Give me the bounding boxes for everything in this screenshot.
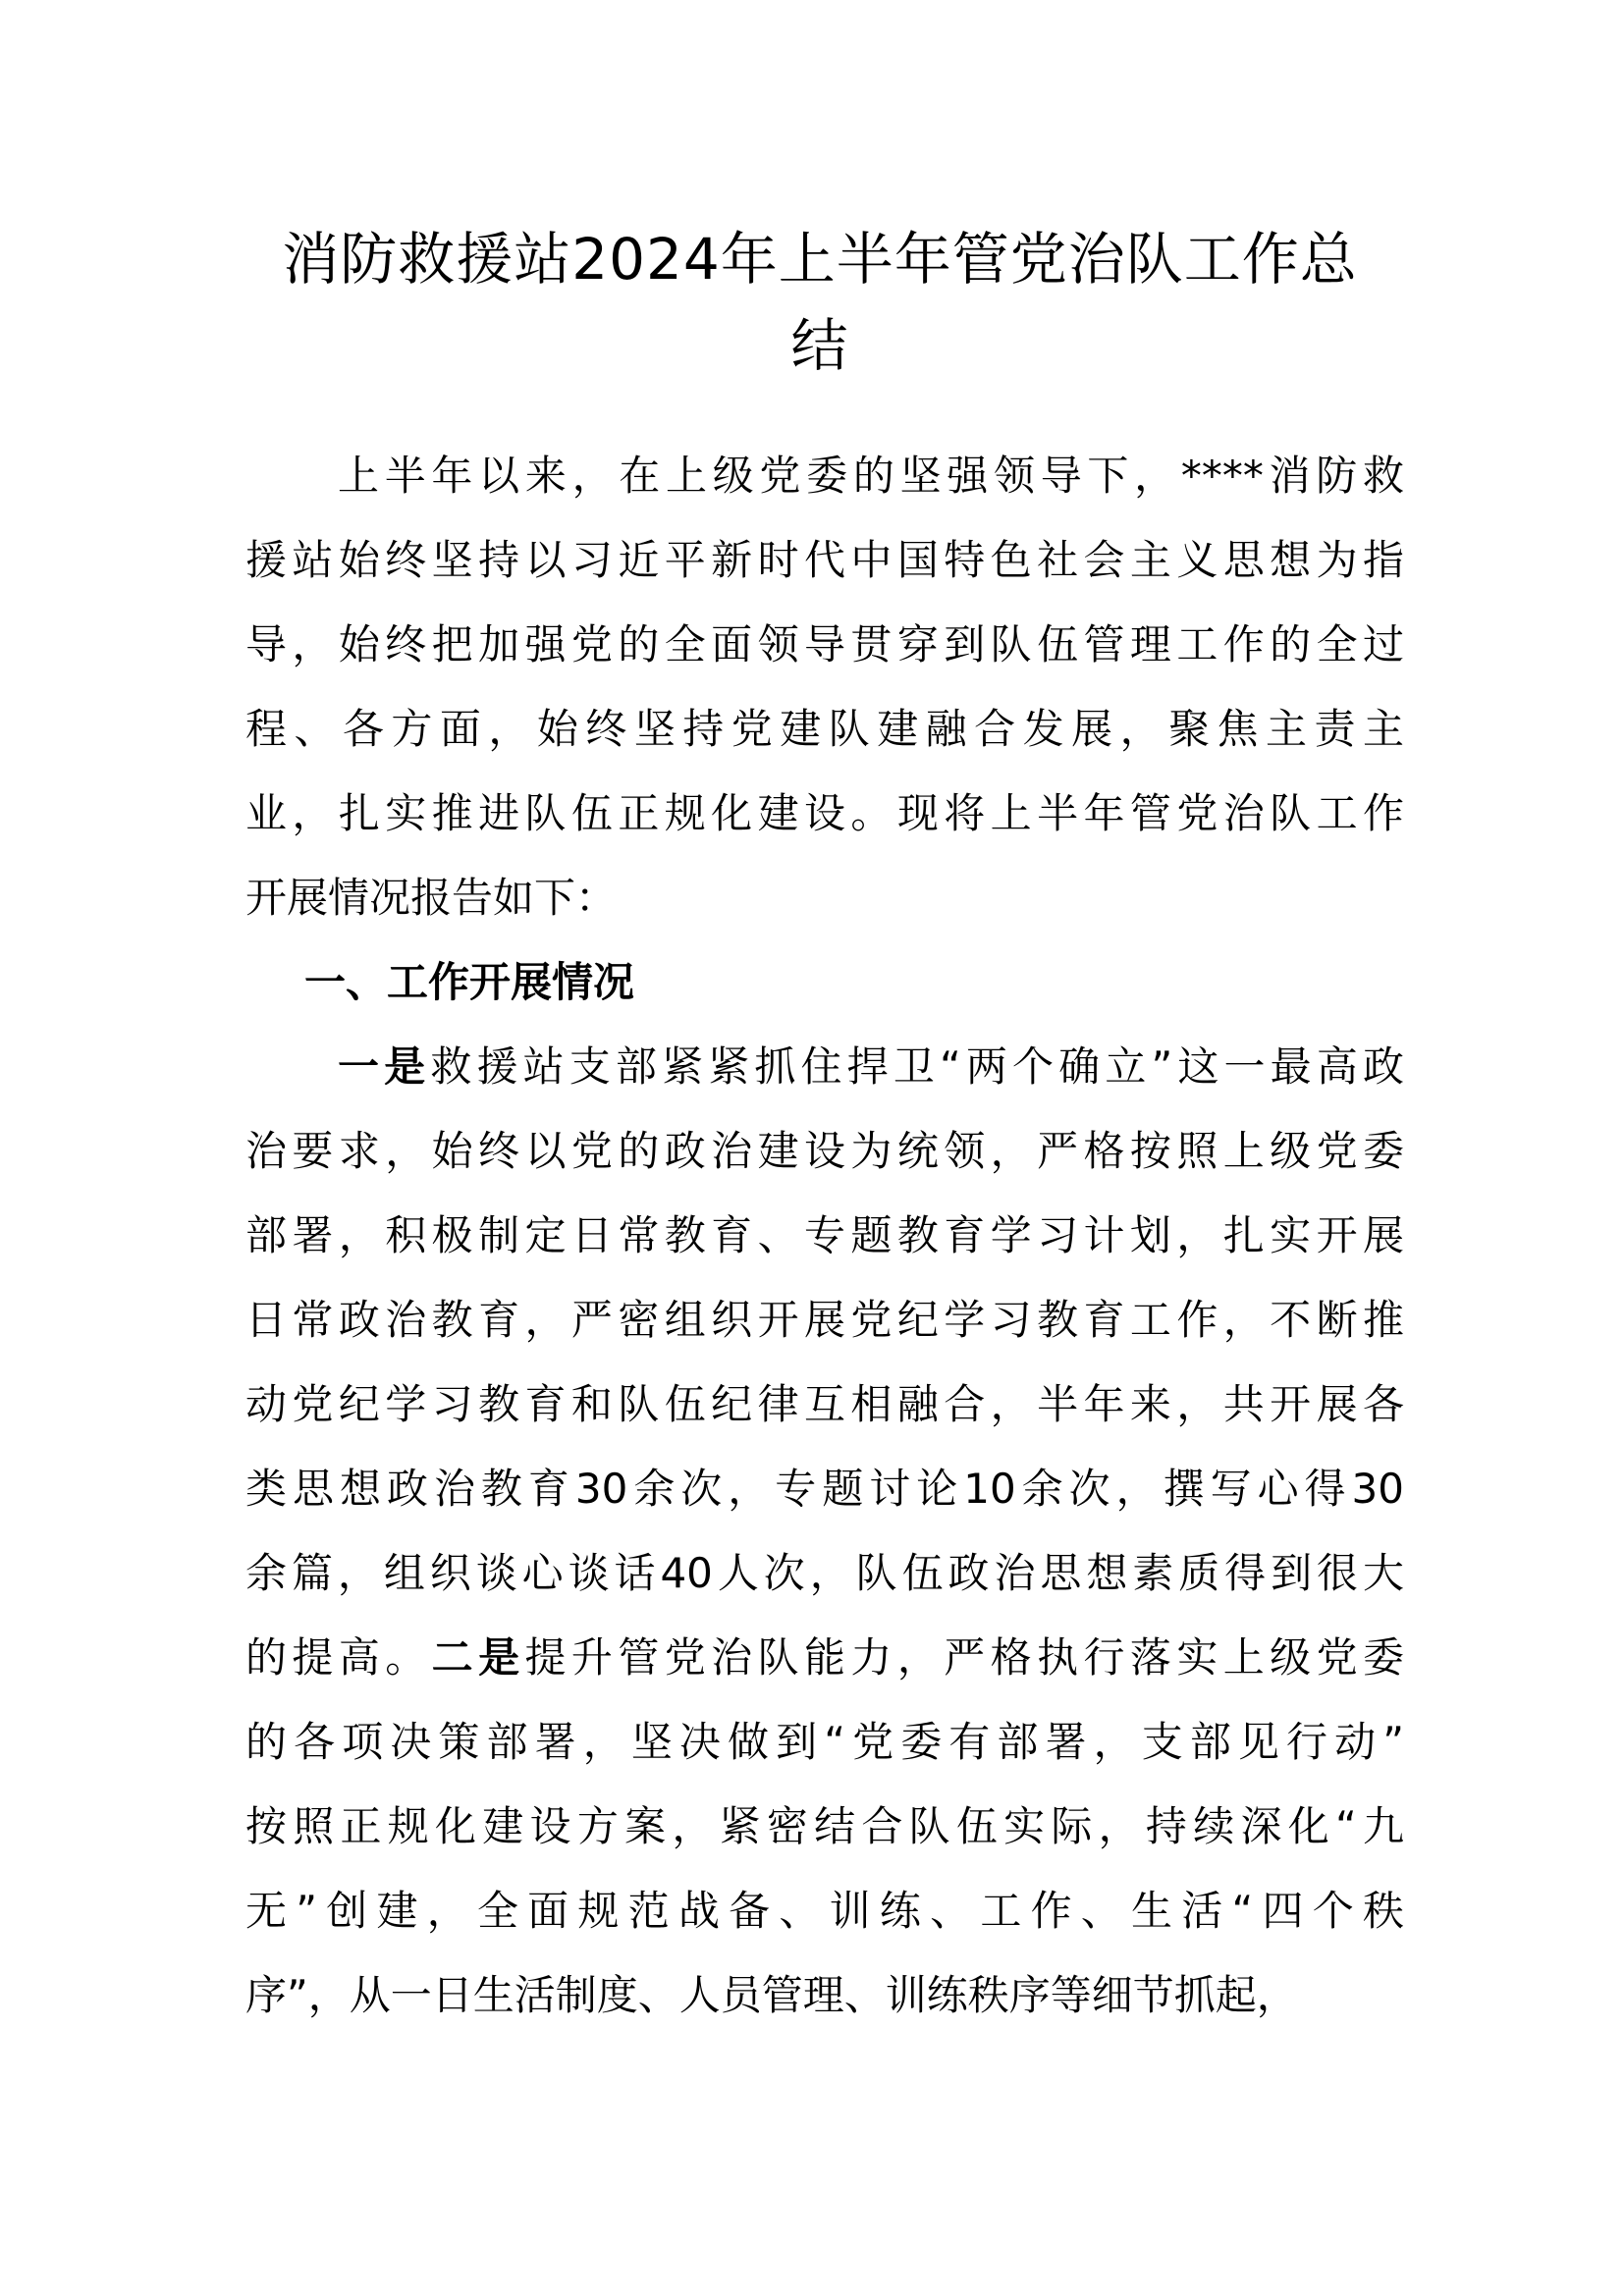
title-line-1: 消防救援站2024年上半年管党治队工作总 [282, 226, 1358, 293]
paragraph-line: 余篇，组织谈心谈话40人次，队伍政治思想素质得到很大 [245, 1549, 1404, 1597]
document-title [241, 216, 1399, 389]
paragraph-line: 序”，从一日生活制度、人员管理、训练秩序等细节抓起， [245, 1971, 1298, 2019]
point-marker-two: 二是 [431, 1633, 525, 1682]
intro-line: 导，始终把加强党的全面领导贯穿到队伍管理工作的全过 [245, 620, 1404, 668]
paragraph-line: 按照正规化建设方案，紧密结合队伍实际，持续深化“九 [245, 1802, 1404, 1850]
intro-line: 开展情况报告如下： [245, 874, 618, 922]
paragraph-text: 救援站支部紧紧抓住捍卫“两个确立”这一最高政 [430, 1042, 1404, 1091]
point-marker-one: 一是 [338, 1042, 431, 1091]
document-body [245, 434, 1404, 2038]
paragraph-line: 的各项决策部署，坚决做到“党委有部署，支部见行动” [245, 1718, 1404, 1766]
paragraph-line: 部署，积极制定日常教育、专题教育学习计划，扎实开展 [245, 1211, 1404, 1259]
paragraph-line: 动党纪学习教育和队伍纪律互相融合，半年来，共开展各 [245, 1380, 1404, 1428]
intro-line: 上半年以来，在上级党委的坚强领导下，****消防救 [338, 452, 1404, 500]
paragraph-text: 的提高。 [245, 1633, 432, 1682]
paragraph-line: 类思想政治教育30余次，专题讨论10余次，撰写心得30 [245, 1465, 1404, 1513]
intro-line: 程、各方面，始终坚持党建队建融合发展，聚焦主责主 [245, 705, 1404, 753]
intro-line: 业，扎实推进队伍正规化建设。现将上半年管党治队工作 [245, 789, 1404, 837]
paragraph-line [245, 1616, 1404, 1700]
paragraph-line: 治要求，始终以党的政治建设为统领，严格按照上级党委 [245, 1127, 1404, 1175]
intro-line: 援站始终坚持以习近平新时代中国特色社会主义思想为指 [245, 536, 1404, 584]
section-heading: 一、工作开展情况 [304, 958, 635, 1006]
paragraph-line: 无”创建，全面规范战备、训练、工作、生活“四个秩 [245, 1887, 1404, 1935]
paragraph-line: 日常政治教育，严密组织开展党纪学习教育工作，不断推 [245, 1296, 1404, 1344]
title-line-2: 结 [790, 312, 849, 379]
paragraph-text: 提升管党治队能力，严格执行落实上级党委 [524, 1633, 1404, 1682]
paragraph-line [245, 1025, 1404, 1109]
